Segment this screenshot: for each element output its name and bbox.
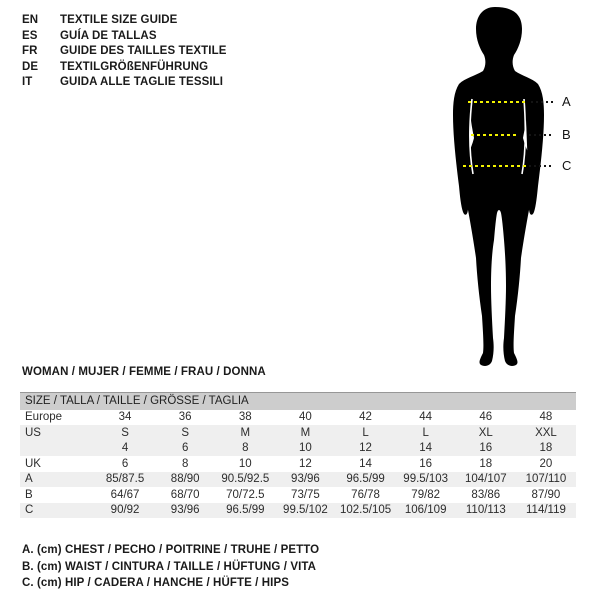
language-code: FR bbox=[22, 45, 38, 57]
size-cell: XXL bbox=[535, 426, 557, 439]
language-code: IT bbox=[22, 76, 33, 88]
row-label bbox=[20, 441, 95, 457]
size-cell: 40 bbox=[299, 411, 312, 424]
size-cell: 85/87.5 bbox=[105, 473, 145, 486]
size-cell: 88/90 bbox=[170, 473, 200, 486]
size-cell: 83/86 bbox=[471, 488, 501, 501]
size-cell: 12 bbox=[359, 442, 372, 455]
language-title: TEXTILGRÖßENFÜHRUNG bbox=[60, 60, 209, 73]
size-cell: 12 bbox=[299, 457, 312, 470]
size-cell: S bbox=[181, 426, 190, 439]
size-cell: 18 bbox=[479, 457, 493, 470]
size-cell: 8 bbox=[181, 457, 189, 470]
size-cell: 87/90 bbox=[531, 488, 561, 501]
language-row bbox=[22, 75, 227, 91]
size-cell: 42 bbox=[359, 411, 372, 424]
language-title: GUIDA ALLE TAGLIE TESSILI bbox=[60, 76, 224, 88]
size-cell: 34 bbox=[118, 411, 132, 424]
row-label: Europe bbox=[25, 411, 63, 424]
size-cell: 16 bbox=[479, 442, 493, 455]
size-cell: 38 bbox=[238, 411, 252, 424]
legend-line: C. (cm) HIP / CADERA / HANCHE / HÜFTE / HIPS bbox=[22, 577, 290, 589]
size-cell: 48 bbox=[539, 411, 553, 424]
row-label: C bbox=[25, 504, 34, 517]
size-cell: 96.5/99 bbox=[346, 473, 385, 486]
size-cell: XL bbox=[478, 426, 493, 439]
language-code: ES bbox=[22, 29, 38, 42]
size-cell: 6 bbox=[181, 442, 189, 455]
woman-silhouette bbox=[430, 0, 600, 380]
size-cell: 93/96 bbox=[291, 473, 320, 486]
size-cell: 70/72.5 bbox=[226, 488, 265, 501]
size-cell: S bbox=[121, 426, 129, 439]
size-cell: L bbox=[422, 426, 429, 439]
language-title: GUIDE DES TAILLES TEXTILE bbox=[60, 45, 227, 57]
size-cell: 107/110 bbox=[525, 473, 567, 486]
section-title: WOMAN / MUJER / FEMME / FRAU / DONNA bbox=[22, 366, 266, 378]
size-cell: 76/78 bbox=[351, 488, 380, 501]
size-cell: 114/119 bbox=[526, 504, 566, 517]
size-cell: 79/82 bbox=[411, 488, 441, 501]
size-cell: M bbox=[300, 426, 311, 439]
size-cell: 14 bbox=[359, 457, 372, 470]
size-cell: L bbox=[362, 426, 369, 439]
size-cell: 110/113 bbox=[465, 504, 506, 517]
size-cell: 64/67 bbox=[110, 488, 140, 501]
size-table-header-row bbox=[20, 393, 576, 410]
size-cell: 20 bbox=[539, 457, 553, 470]
row-label: B bbox=[25, 488, 33, 501]
size-cell: 10 bbox=[299, 442, 312, 455]
size-cell: M bbox=[240, 426, 251, 439]
size-cell: 90.5/92.5 bbox=[221, 473, 270, 486]
size-cell: 16 bbox=[419, 457, 433, 470]
size-cell: 99.5/103 bbox=[403, 473, 449, 486]
hip-dashed-line bbox=[463, 165, 527, 167]
language-row bbox=[22, 13, 227, 29]
size-cell: 106/109 bbox=[404, 504, 447, 517]
legend-line: B. (cm) WAIST / CINTURA / TAILLE / HÜFTUNG / VITA bbox=[22, 560, 317, 573]
size-table bbox=[20, 392, 576, 518]
size-cell: 96.5/99 bbox=[226, 504, 265, 517]
table-row bbox=[20, 472, 576, 488]
measurement-legend bbox=[22, 542, 319, 592]
legend-line: A. (cm) CHEST / PECHO / POITRINE / TRUHE / PETTO bbox=[22, 544, 320, 556]
table-row bbox=[20, 441, 576, 457]
table-row bbox=[20, 425, 576, 441]
language-list bbox=[22, 13, 227, 91]
waist-dotted-leader bbox=[529, 134, 554, 136]
size-cell: 99.5/102 bbox=[283, 504, 328, 517]
size-cell: 6 bbox=[121, 457, 129, 470]
hip-dotted-leader bbox=[529, 165, 554, 167]
size-table-body bbox=[20, 410, 576, 519]
size-cell: 93/96 bbox=[170, 504, 200, 517]
size-cell: 18 bbox=[539, 442, 553, 455]
table-row bbox=[20, 456, 576, 472]
size-cell: 68/70 bbox=[170, 488, 200, 501]
row-label: A bbox=[25, 473, 33, 486]
row-label: UK bbox=[25, 457, 41, 470]
language-row bbox=[22, 44, 227, 60]
waist-dashed-line bbox=[471, 134, 519, 136]
size-cell: 90/92 bbox=[110, 504, 140, 517]
chest-dotted-leader bbox=[531, 101, 556, 103]
language-code: DE bbox=[22, 60, 39, 73]
size-cell: 44 bbox=[419, 411, 433, 424]
size-cell: 36 bbox=[178, 411, 192, 424]
size-cell: 4 bbox=[121, 442, 129, 455]
language-code: EN bbox=[22, 14, 39, 26]
size-cell: 102.5/105 bbox=[339, 504, 392, 517]
size-cell: 46 bbox=[479, 411, 493, 424]
hip-marker-label: C bbox=[562, 158, 572, 173]
size-cell: 8 bbox=[242, 442, 249, 455]
size-cell: 73/75 bbox=[291, 488, 320, 501]
language-title: TEXTILE SIZE GUIDE bbox=[60, 14, 178, 26]
size-cell: 10 bbox=[238, 457, 252, 470]
size-table-header: SIZE / TALLA / TAILLE / GRÖSSE / TAGLIA bbox=[20, 393, 576, 410]
size-cell: 104/107 bbox=[465, 473, 507, 486]
size-cell: 14 bbox=[419, 442, 433, 455]
waist-marker-label: B bbox=[562, 127, 571, 142]
language-title: GUÍA DE TALLAS bbox=[60, 29, 157, 42]
table-row bbox=[20, 410, 576, 426]
table-row bbox=[20, 487, 576, 503]
chest-dashed-line bbox=[468, 101, 526, 103]
language-row bbox=[22, 60, 227, 76]
chest-marker-label: A bbox=[562, 94, 571, 109]
language-row bbox=[22, 29, 227, 45]
row-label: US bbox=[25, 426, 41, 439]
table-row bbox=[20, 503, 576, 519]
